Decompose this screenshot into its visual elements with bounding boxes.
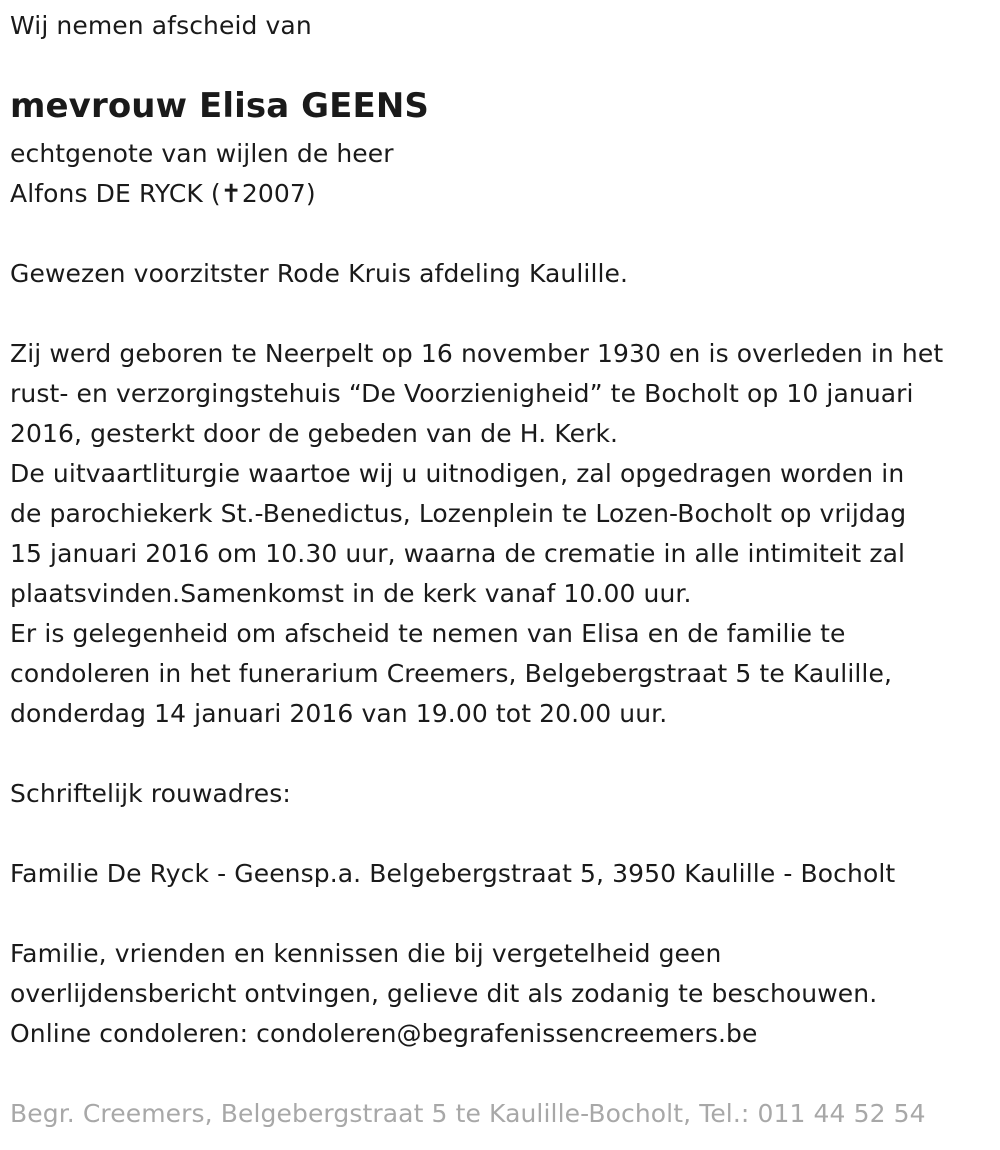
role-text: Gewezen voorzitster Rode Kruis afdeling Kaulille. (10, 259, 629, 288)
intro-text: Wij nemen afscheid van (10, 11, 312, 40)
closing-line: overlijdensbericht ontvingen, gelieve dit als zodanig te beschouwen. (10, 979, 878, 1008)
body-line: de parochiekerk St.-Benedictus, Lozenplein te Lozen-Bocholt op vrijdag (10, 499, 907, 528)
body-line: Er is gelegenheid om afscheid te nemen van Elisa en de familie te (10, 619, 846, 648)
spouse-line-2: Alfons DE RYCK (✝2007) (10, 179, 316, 208)
body-line: condoleren in het funerarium Creemers, Belgebergstraat 5 te Kaulille, (10, 659, 892, 688)
funeral-home-footer: Begr. Creemers, Belgebergstraat 5 te Kaulille-Bocholt, Tel.: 011 44 52 54 (10, 1099, 926, 1128)
body-line: rust- en verzorgingstehuis “De Voorzienigheid” te Bocholt op 10 januari (10, 379, 914, 408)
body-line: donderdag 14 januari 2016 van 19.00 tot 20.00 uur. (10, 699, 668, 728)
body-line: 15 januari 2016 om 10.30 uur, waarna de crematie in alle intimiteit zal (10, 539, 906, 568)
deceased-name: mevrouw Elisa GEENS (10, 86, 429, 126)
address-label: Schriftelijk rouwadres: (10, 779, 291, 808)
body-line: plaatsvinden.Samenkomst in de kerk vanaf 10.00 uur. (10, 579, 692, 608)
body-line: De uitvaartliturgie waartoe wij u uitnodigen, zal opgedragen worden in (10, 459, 905, 488)
address-text: Familie De Ryck - Geensp.a. Belgebergstraat 5, 3950 Kaulille - Bocholt (10, 859, 896, 888)
body-line: Zij werd geboren te Neerpelt op 16 november 1930 en is overleden in het (10, 339, 944, 368)
spouse-line-1: echtgenote van wijlen de heer (10, 139, 394, 168)
online-condolences-line: Online condoleren: condoleren@begrafenissencreemers.be (10, 1019, 758, 1048)
closing-line: Familie, vrienden en kennissen die bij vergetelheid geen (10, 939, 722, 968)
body-line: 2016, gesterkt door de gebeden van de H. Kerk. (10, 419, 619, 448)
